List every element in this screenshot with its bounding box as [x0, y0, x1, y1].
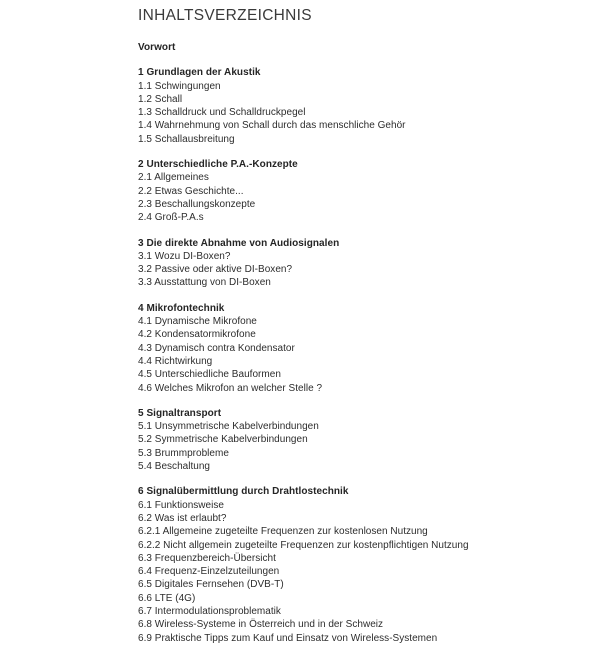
- toc-entry[interactable]: 4.1 Dynamische Mikrofone: [138, 316, 257, 328]
- toc-entry[interactable]: 6.2.1 Allgemeine zugeteilte Frequenzen zur kostenlosen Nutzung: [138, 526, 428, 538]
- toc-chapter-title[interactable]: 6 Signalübermittlung durch Drahtlostechnik: [138, 486, 349, 498]
- toc-entry[interactable]: 5.4 Beschaltung: [138, 461, 211, 473]
- toc-chapter-4: [138, 302, 600, 395]
- toc-entry[interactable]: 2.4 Groß-P.A.s: [138, 212, 204, 224]
- toc-entry[interactable]: 6.5 Digitales Fernsehen (DVB-T): [138, 579, 284, 591]
- toc-entry[interactable]: 6.8 Wireless-Systeme in Österreich und in der Schweiz: [138, 619, 384, 631]
- toc-entry[interactable]: 6.6 LTE (4G): [138, 592, 196, 604]
- toc-entry[interactable]: 6.2 Was ist erlaubt?: [138, 512, 227, 524]
- toc-chapter-title[interactable]: 5 Signaltransport: [138, 407, 222, 419]
- toc-entry[interactable]: 1.5 Schallausbreitung: [138, 133, 235, 145]
- toc-entry[interactable]: 6.7 Intermodulationsproblematik: [138, 605, 281, 617]
- toc-chapter-title[interactable]: 1 Grundlagen der Akustik: [138, 67, 261, 79]
- toc-chapter-1: [138, 66, 600, 146]
- toc-entry[interactable]: 1.1 Schwingungen: [138, 80, 221, 92]
- toc-entry[interactable]: 4.4 Richtwirkung: [138, 355, 213, 367]
- toc-entry[interactable]: 6.9 Praktische Tipps zum Kauf und Einsatz von Wireless-Systemen: [138, 632, 438, 644]
- toc-chapter-6: [138, 485, 600, 645]
- toc-entry[interactable]: 5.1 Unsymmetrische Kabelverbindungen: [138, 421, 319, 433]
- toc-entry-preface[interactable]: Vorwort: [138, 42, 176, 53]
- toc-entry[interactable]: 6.1 Funktionsweise: [138, 499, 224, 511]
- toc-chapter-3: [138, 237, 600, 290]
- toc-entry[interactable]: 4.5 Unterschiedliche Bauformen: [138, 369, 281, 381]
- toc-chapter-title[interactable]: 3 Die direkte Abnahme von Audiosignalen: [138, 237, 340, 249]
- toc-entry[interactable]: 6.3 Frequenzbereich-Übersicht: [138, 552, 276, 564]
- toc-chapter-title[interactable]: 4 Mikrofontechnik: [138, 302, 225, 314]
- toc-entry[interactable]: 3.2 Passive oder aktive DI-Boxen?: [138, 264, 293, 276]
- toc-entry[interactable]: 1.2 Schall: [138, 93, 183, 105]
- toc-entry[interactable]: 4.6 Welches Mikrofon an welcher Stelle ?: [138, 382, 323, 394]
- toc-entry[interactable]: 4.2 Kondensatormikrofone: [138, 329, 256, 341]
- toc-entry[interactable]: 5.3 Brummprobleme: [138, 447, 229, 459]
- toc-entry[interactable]: 6.2.2 Nicht allgemein zugeteilte Frequenzen zur kostenpflichtigen Nutzung: [138, 539, 469, 551]
- toc-entry[interactable]: 2.1 Allgemeines: [138, 172, 209, 184]
- table-of-contents: [138, 41, 600, 645]
- toc-chapter-5: [138, 407, 600, 473]
- toc-entry[interactable]: 3.1 Wozu DI-Boxen?: [138, 250, 231, 262]
- toc-entry[interactable]: 2.3 Beschallungskonzepte: [138, 198, 256, 210]
- toc-entry[interactable]: 2.2 Etwas Geschichte...: [138, 185, 244, 197]
- toc-chapter-title[interactable]: 2 Unterschiedliche P.A.-Konzepte: [138, 159, 298, 171]
- page-title: INHALTSVERZEICHNIS: [138, 7, 312, 24]
- toc-chapter-2: [138, 158, 600, 224]
- toc-entry[interactable]: 6.4 Frequenz-Einzelzuteilungen: [138, 566, 280, 578]
- toc-entry[interactable]: 4.3 Dynamisch contra Kondensator: [138, 342, 295, 354]
- toc-entry[interactable]: 3.3 Ausstattung von DI-Boxen: [138, 277, 271, 289]
- toc-entry[interactable]: 1.3 Schalldruck und Schalldruckpegel: [138, 107, 306, 119]
- toc-entry[interactable]: 5.2 Symmetrische Kabelverbindungen: [138, 434, 308, 446]
- toc-entry[interactable]: 1.4 Wahrnehmung von Schall durch das menschliche Gehör: [138, 120, 406, 132]
